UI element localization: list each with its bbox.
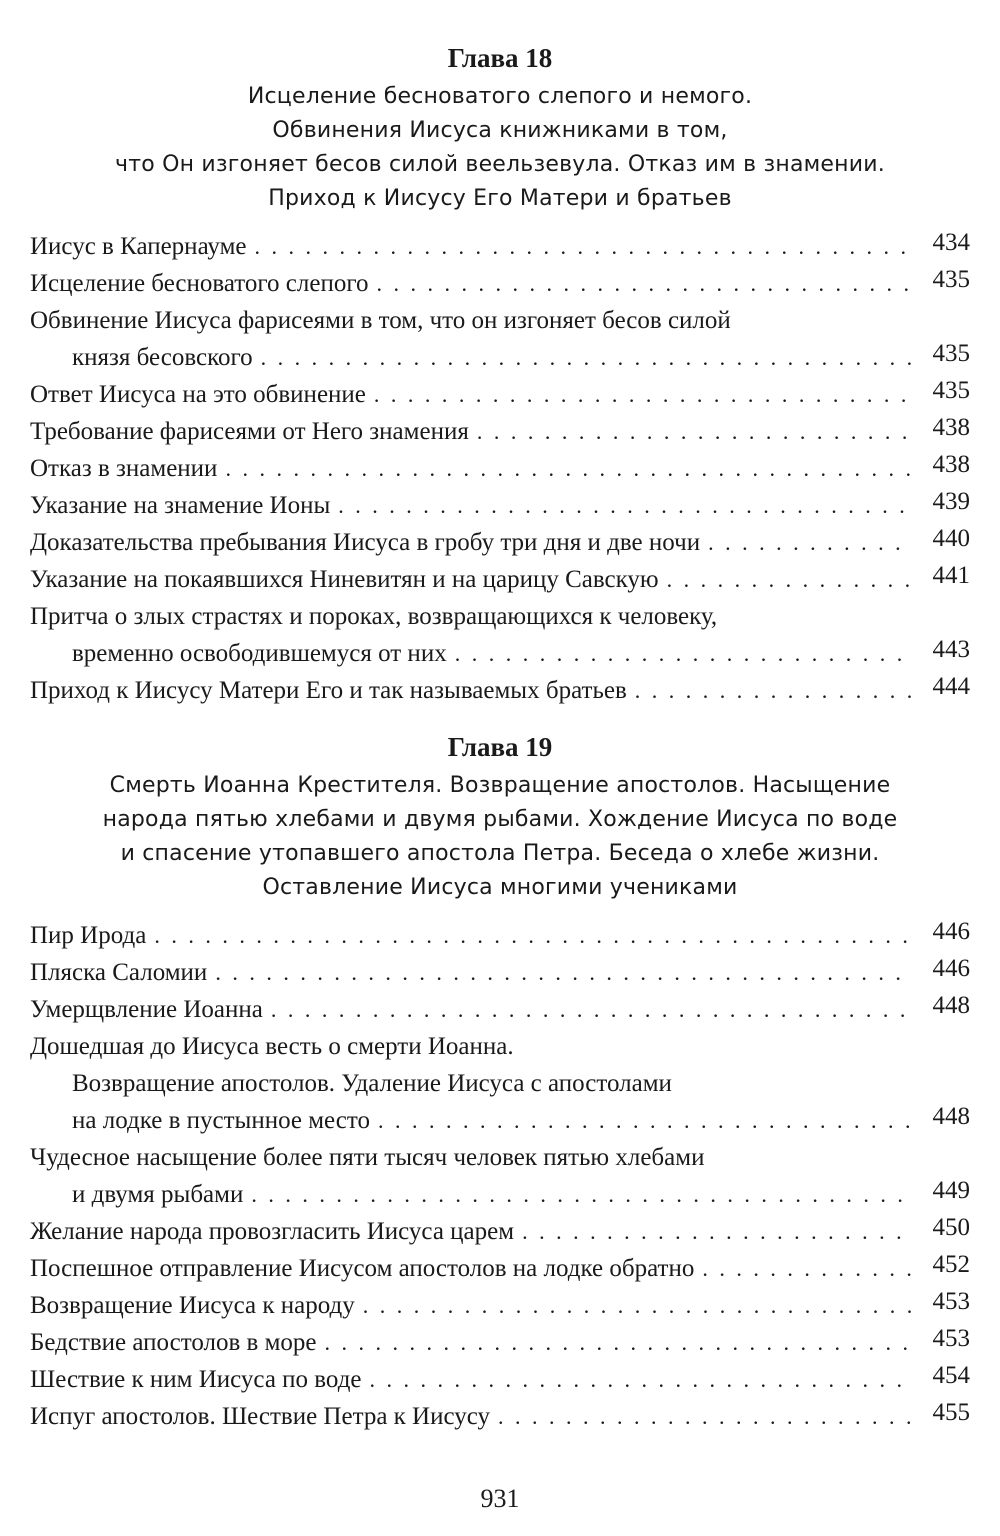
toc-entry [30,561,970,598]
toc-page-number: 435 [932,340,970,367]
toc-entry-text: Указание на покаявшихся Ниневитян и на царицу Савскую [30,566,659,593]
toc-page-number: 438 [932,451,970,478]
toc-entry-text: Притча о злых страстях и пороках, возвращающихся к человеку, [30,603,718,630]
toc-entry-text: князя бесовского [72,344,253,371]
chapter-summary [30,80,970,216]
dot-leader [154,917,912,954]
dot-leader [251,1176,912,1213]
dot-leader [376,265,912,302]
toc-entry-line-last [30,1176,970,1213]
dot-leader [708,524,912,561]
dot-leader [455,635,912,672]
toc-entry-text: Желание народа провозгласить Иисуса царем [30,1218,515,1245]
dot-leader [225,450,912,487]
dot-leader [667,561,912,598]
toc-entry-line-last [30,561,970,598]
toc-entry-text: Приход к Иисусу Матери Его и так называемых братьев [30,677,627,704]
toc-entry-line-last [30,339,970,376]
toc-entry-line-last [30,1287,970,1324]
toc-entry [30,413,970,450]
toc-entry-line-last [30,1250,970,1287]
toc-entry-line [30,598,970,635]
toc-entry-line-last [30,524,970,561]
toc-page-number: 435 [932,266,970,293]
toc-page-number: 444 [932,673,970,700]
toc-entry [30,917,970,954]
toc-entry-line-last [30,1398,970,1435]
toc-page-number: 448 [932,1103,970,1130]
toc-entry [30,376,970,413]
toc-entry [30,1213,970,1250]
dot-leader [498,1398,912,1435]
toc-entry [30,228,970,265]
toc-entry-text: Возвращение апостолов. Удаление Иисуса с апостолами [72,1070,672,1097]
toc-entry-line [30,302,970,339]
dot-leader [271,991,912,1028]
chapter-title: Глава 18 [447,43,553,73]
toc-page-number: 439 [932,488,970,515]
toc-entry-text: Шествие к ним Иисуса по воде [30,1366,362,1393]
chapters-container [30,40,970,1435]
toc-page-number: 438 [932,414,970,441]
page-number: 931 [480,1484,520,1513]
toc-entry-text: Бедствие апостолов в море [30,1329,317,1356]
toc-entry-text: Отказ в знамении [30,455,218,482]
summary-line: Смерть Иоанна Крестителя. Возвращение апостолов. Насыщение [109,773,891,798]
toc-entry-line-last [30,917,970,954]
toc-entry-line-last [30,635,970,672]
chapter-summary [30,769,970,905]
dot-leader [374,376,912,413]
toc-entry-text: Иисус в Капернауме [30,233,247,260]
summary-line: Обвинения Иисуса книжниками в том, [272,118,728,143]
toc-entry [30,672,970,709]
toc-entry-text: Возвращение Иисуса к народу [30,1292,355,1319]
toc-entry-text: Обвинение Иисуса фарисеями в том, что он изгоняет бесов силой [30,307,731,334]
toc-entry-text: Чудесное насыщение более пяти тысяч человек пятью хлебами [30,1144,705,1171]
toc-entry [30,302,970,376]
toc-entry-line-last [30,1361,970,1398]
dot-leader [522,1213,912,1250]
toc-entry-line-last [30,1102,970,1139]
toc-entry [30,954,970,991]
toc-entry [30,1287,970,1324]
toc-page-number: 448 [932,992,970,1019]
toc-entry-text: Пир Ирода [30,922,147,949]
toc-entry-line-last [30,413,970,450]
toc-entry [30,1398,970,1435]
toc-entry [30,598,970,672]
toc-entry-text: на лодке в пустынное место [72,1107,370,1134]
toc-entry-text: Пляска Саломии [30,959,208,986]
dot-leader [338,487,912,524]
toc-entry-text: и двумя рыбами [72,1181,244,1208]
toc-page-number: 443 [932,636,970,663]
toc-entry-text: Требование фарисеями от Него знамения [30,418,469,445]
toc-page-number: 453 [932,1325,970,1352]
summary-line: народа пятью хлебами и двумя рыбами. Хождение Иисуса по воде [102,807,898,832]
toc-entry-line [30,1028,970,1065]
toc-entry [30,991,970,1028]
toc-entry-line-last [30,954,970,991]
toc-entry [30,265,970,302]
toc-entry [30,1324,970,1361]
toc-page-number: 446 [932,918,970,945]
toc-entry-line-last [30,487,970,524]
toc-page-number: 450 [932,1214,970,1241]
toc-entry [30,524,970,561]
toc-entry-line-last [30,1324,970,1361]
dot-leader [635,672,912,709]
toc-entry-line-last [30,672,970,709]
toc-entry [30,1139,970,1213]
toc-entry-text: Доказательства пребывания Иисуса в гробу три дня и две ночи [30,529,701,556]
toc-entry-line-last [30,265,970,302]
summary-line: Исцеление бесноватого слепого и немого. [247,84,753,109]
toc-page-number: 453 [932,1288,970,1315]
toc-entry-text: временно освободившемуся от них [72,640,447,667]
toc-entry-text: Указание на знамение Ионы [30,492,331,519]
toc-entry [30,1361,970,1398]
dot-leader [378,1102,912,1139]
toc-entry-line-last [30,991,970,1028]
dot-leader [215,954,912,991]
toc-page-number: 434 [932,229,970,256]
chapter-section [30,729,970,1435]
toc-page-number: 446 [932,955,970,982]
toc-entry-text: Умерщвление Иоанна [30,996,263,1023]
toc-entry [30,450,970,487]
toc-entry-text: Поспешное отправление Иисусом апостолов на лодке обратно [30,1255,695,1282]
summary-line: и спасение утопавшего апостола Петра. Беседа о хлебе жизни. [120,841,880,866]
toc-entry-line-last [30,1213,970,1250]
dot-leader [325,1324,912,1361]
dot-leader [363,1287,912,1324]
toc-entry-text: Испуг апостолов. Шествие Петра к Иисусу [30,1403,491,1430]
dot-leader [477,413,912,450]
dot-leader [261,339,912,376]
table-of-contents-page [30,40,970,1455]
dot-leader [370,1361,912,1398]
summary-line: Оставление Иисуса многими учениками [262,875,738,900]
toc-entry-line-last [30,228,970,265]
dot-leader [254,228,912,265]
toc-entry [30,1250,970,1287]
toc-entry [30,1028,970,1139]
toc-entry-text: Ответ Иисуса на это обвинение [30,381,366,408]
toc-entry-line-last [30,450,970,487]
toc-page-number: 441 [932,562,970,589]
chapter-title: Глава 19 [447,732,553,762]
toc-page-number: 454 [932,1362,970,1389]
summary-line: Приход к Иисусу Его Матери и братьев [268,186,732,211]
toc-page-number: 452 [932,1251,970,1278]
toc-entry [30,487,970,524]
summary-line: что Он изгоняет бесов силой веельзевула. Отказ им в знамении. [115,152,885,177]
toc-entry-text: Исцеление бесноватого слепого [30,270,369,297]
toc-entry-line-last [30,376,970,413]
chapter-section [30,40,970,709]
toc-entry-text: Дошедшая до Иисуса весть о смерти Иоанна. [30,1033,514,1060]
toc-page-number: 455 [932,1399,970,1426]
toc-entry-line [30,1065,970,1102]
toc-page-number: 435 [932,377,970,404]
toc-page-number: 449 [932,1177,970,1204]
toc-page-number: 440 [932,525,970,552]
toc-entry-line [30,1139,970,1176]
dot-leader [702,1250,912,1287]
